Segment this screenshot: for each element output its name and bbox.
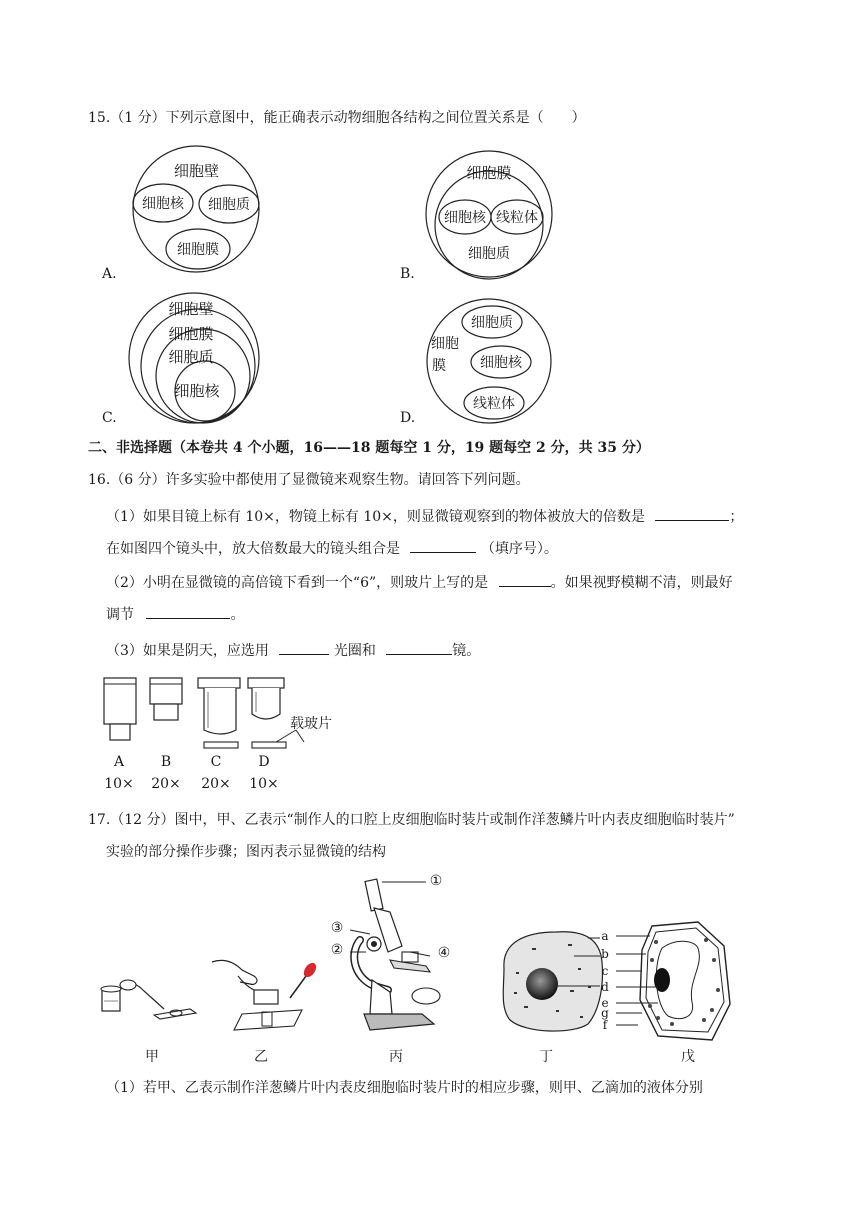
q16-part2-line2 bbox=[106, 604, 244, 625]
q15-c-cytoplasm-text: 细胞质 bbox=[168, 348, 214, 366]
q17-stem-line2: 实验的部分操作步骤；图丙表示显微镜的结构 bbox=[106, 844, 386, 860]
q16-answer-blank-1[interactable] bbox=[655, 506, 729, 521]
cell-letter-g: g bbox=[601, 1006, 609, 1020]
q15-option-c-diagram bbox=[126, 292, 266, 424]
q16-answer-blank-4[interactable] bbox=[146, 604, 230, 619]
q15-option-b-diagram bbox=[425, 150, 555, 280]
lens-c-letter: C bbox=[210, 754, 222, 770]
q16-part3-text-c: 镜。 bbox=[452, 643, 481, 659]
q17-sub1: （1）若甲、乙表示制作洋葱鳞片叶内表皮细胞临时装片时的相应步骤，则甲、乙滴加的液体分别 bbox=[106, 1080, 703, 1096]
q15-d-membrane-text-1: 细胞 bbox=[431, 336, 459, 352]
q15-stem: 15.（1 分）下列示意图中，能正确表示动物细胞各结构之间位置关系是（ ） bbox=[88, 110, 586, 126]
q16-part1-text-a: （1）如果目镜上标有 10×，物镜上标有 10×，则显微镜观察到的物体被放大的倍数是 bbox=[106, 509, 645, 525]
fig-label-yi: 乙 bbox=[254, 1049, 268, 1065]
q16-answer-blank-5[interactable] bbox=[279, 640, 329, 655]
q15-option-d-diagram bbox=[425, 298, 555, 426]
lens-d-objective-icon bbox=[248, 678, 286, 748]
micro-mark-1: ① bbox=[429, 873, 443, 889]
q17-stem-line1: 17.（12 分）图中，甲、乙表示“制作人的口腔上皮细胞临时装片或制作洋葱鳞片叶内表皮细胞临时装片” bbox=[88, 812, 735, 828]
q16-part2-text-a: （2）小明在显微镜的高倍镜下看到一个“6”，则玻片上写的是 bbox=[106, 575, 489, 591]
q17-plant-cell-pointers bbox=[612, 928, 662, 1028]
lens-b-eyepiece-icon bbox=[150, 678, 182, 720]
q15-c-nucleus-text: 细胞核 bbox=[174, 382, 220, 400]
q15-b-mito-text: 线粒体 bbox=[496, 210, 538, 226]
q16-answer-blank-6[interactable] bbox=[386, 640, 452, 655]
cell-letter-e: e bbox=[601, 996, 609, 1010]
q16-answer-blank-3[interactable] bbox=[499, 572, 551, 587]
cell-letter-f: f bbox=[602, 1018, 608, 1032]
q16-part1-line1 bbox=[106, 506, 743, 527]
q15-a-nucleus-text: 细胞核 bbox=[142, 196, 184, 212]
cell-letter-b: b bbox=[601, 947, 609, 961]
lens-b-letter: B bbox=[160, 754, 172, 770]
fig-label-bing: 丙 bbox=[389, 1049, 403, 1065]
micro-mark-2: ② bbox=[330, 942, 344, 958]
q17-figure-yi bbox=[210, 940, 330, 1030]
q15-c-membrane-text: 细胞膜 bbox=[168, 325, 214, 343]
fig-label-jia: 甲 bbox=[145, 1049, 159, 1065]
cell-letter-d: d bbox=[601, 980, 609, 994]
q16-part3-text-a: （3）如果是阴天，应选用 bbox=[106, 643, 269, 659]
micro-mark-3: ③ bbox=[330, 920, 344, 936]
section2-heading: 二、非选择题（本卷共 4 个小题，16——18 题每空 1 分，19 题每空 2 分，共 35 分） bbox=[88, 440, 650, 456]
q16-answer-blank-2[interactable] bbox=[410, 538, 476, 553]
fig-label-ding: 丁 bbox=[539, 1049, 553, 1065]
q16-part2-text-b-end: 。 bbox=[230, 607, 245, 623]
q15-d-cytoplasm-text: 细胞质 bbox=[471, 315, 513, 331]
lens-b-mag: 20× bbox=[151, 776, 181, 792]
q16-part1-text-a-end: ； bbox=[729, 509, 744, 525]
q15-a-membrane-text: 细胞膜 bbox=[177, 242, 219, 258]
q15-a-wall-text: 细胞壁 bbox=[174, 162, 220, 180]
q15-option-a-label: A. bbox=[102, 266, 117, 282]
q16-part2-text-b: 调节 bbox=[106, 607, 134, 623]
q16-part1-text-b: 在如图四个镜头中，放大倍数最大的镜头组合是 bbox=[106, 541, 400, 557]
q15-d-mito-text: 线粒体 bbox=[473, 396, 515, 412]
q16-part3-line bbox=[106, 640, 480, 661]
lens-d-mag: 10× bbox=[249, 776, 279, 792]
q16-part1-text-b-end: （填序号）。 bbox=[480, 541, 558, 557]
q16-part2-line1 bbox=[106, 572, 733, 593]
q15-option-d-label: D. bbox=[400, 410, 416, 426]
q15-d-membrane-text-2: 膜 bbox=[432, 358, 446, 374]
q15-d-nucleus-text: 细胞核 bbox=[480, 355, 522, 371]
q16-part1-line2 bbox=[106, 538, 558, 559]
q15-option-a-diagram bbox=[126, 145, 266, 275]
q15-b-cytoplasm-text: 细胞质 bbox=[468, 246, 510, 262]
lens-c-mag: 20× bbox=[201, 776, 231, 792]
q15-option-c-label: C. bbox=[102, 410, 117, 426]
q16-lens-figure bbox=[100, 672, 360, 752]
micro-mark-4: ④ bbox=[437, 945, 451, 961]
q16-stem: 16.（6 分）许多实验中都使用了显微镜来观察生物。请回答下列问题。 bbox=[88, 472, 530, 488]
fig-label-wu: 戊 bbox=[681, 1049, 695, 1065]
q16-slide-label: 载玻片 bbox=[290, 716, 332, 732]
q16-part2-text-a-end: 。如果视野模糊不清，则最好 bbox=[550, 575, 733, 591]
lens-c-objective-icon bbox=[198, 678, 240, 748]
q15-option-b-label: B. bbox=[400, 266, 415, 282]
cell-letter-a: a bbox=[601, 929, 609, 943]
q15-b-nucleus-text: 细胞核 bbox=[444, 210, 486, 226]
lens-d-letter: D bbox=[258, 754, 270, 770]
q15-b-membrane-text: 细胞膜 bbox=[466, 164, 512, 182]
q15-c-wall-text: 细胞壁 bbox=[168, 300, 214, 318]
lens-a-letter: A bbox=[113, 754, 125, 770]
lens-a-mag: 10× bbox=[104, 776, 134, 792]
lens-a-eyepiece-icon bbox=[104, 678, 136, 740]
q15-a-cytoplasm-text: 细胞质 bbox=[208, 197, 250, 213]
cell-letter-c: c bbox=[601, 964, 609, 978]
q16-part3-text-b: 光圈和 bbox=[333, 643, 376, 659]
q17-figure-jia bbox=[100, 975, 200, 1025]
